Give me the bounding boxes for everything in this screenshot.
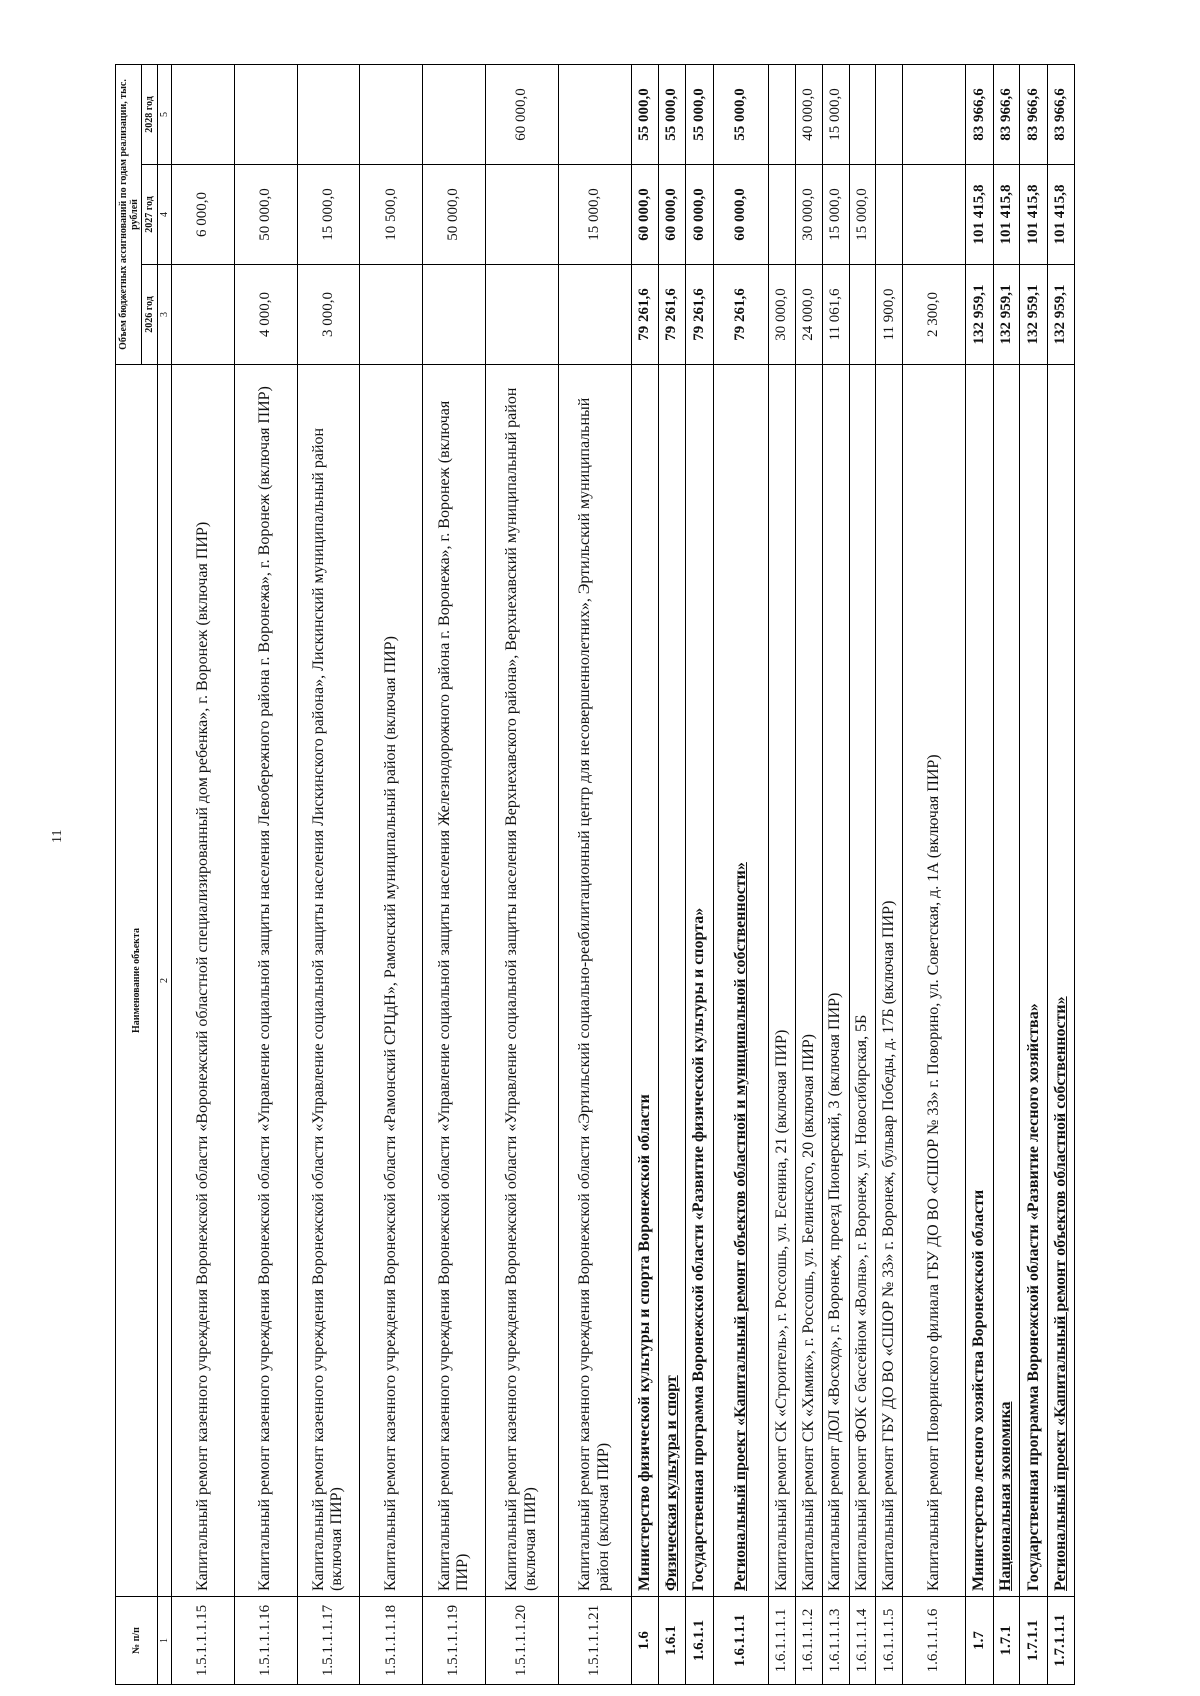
- row-value-2028: [360, 64, 423, 164]
- row-value-2027: 101 415,8: [993, 165, 1020, 265]
- row-value-2027: 6 000,0: [172, 165, 235, 265]
- table-row: [795, 64, 822, 1684]
- row-code: 1.5.1.1.1.19: [423, 1597, 486, 1685]
- row-value-2028: 83 966,6: [1020, 64, 1048, 164]
- row-value-2028: 55 000,0: [631, 64, 659, 164]
- table-row: [659, 64, 686, 1684]
- row-code: 1.5.1.1.1.18: [360, 1597, 423, 1685]
- row-value-2028: [423, 64, 486, 164]
- row-code: 1.7.1.1: [1020, 1597, 1048, 1685]
- row-value-2027: 15 000,0: [822, 165, 849, 265]
- table-row: [876, 64, 903, 1684]
- row-code: 1.5.1.1.1.16: [234, 1597, 297, 1685]
- table-row: [768, 64, 795, 1684]
- table-row: [423, 64, 486, 1684]
- row-value-2027: [768, 165, 795, 265]
- table-row: [1048, 64, 1075, 1684]
- table-row: [631, 64, 659, 1684]
- row-name: Государственная программа Воронежской области «Развитие физической культуры и спорта»: [686, 365, 714, 1597]
- row-value-2027: 30 000,0: [795, 165, 822, 265]
- row-name: Капитальный ремонт ГБУ ДО ВО «СШОР № 33» г. Воронеж, бульвар Победы, д. 17Б (включая ПИР): [876, 365, 903, 1597]
- row-value-2028: [172, 64, 235, 164]
- row-value-2028: 60 000,0: [485, 64, 558, 164]
- header-num: № п/п: [116, 1597, 158, 1685]
- index-cell: 4: [158, 165, 172, 265]
- index-cell: 3: [158, 265, 172, 365]
- row-value-2026: 2 300,0: [903, 265, 966, 365]
- row-name: Государственная программа Воронежской области «Развитие лесного хозяйства»: [1020, 365, 1048, 1597]
- row-code: 1.6.1.1.1: [713, 1597, 768, 1685]
- row-name: Капитальный ремонт казенного учреждения Воронежской области «Управление социальной защиты населения Левобережного района г. Воронежа», г. Воронеж (включая ПИР): [234, 365, 297, 1597]
- index-cell: 5: [158, 64, 172, 164]
- row-value-2026: [558, 265, 631, 365]
- row-value-2028: 83 966,6: [993, 64, 1020, 164]
- row-name: Капитальный ремонт Поворинского филиала ГБУ ДО ВО «СШОР № 33» г. Поворино, ул. Советская, д. 1А (включая ПИР): [903, 365, 966, 1597]
- table-row: [485, 64, 558, 1684]
- row-value-2026: [172, 265, 235, 365]
- row-value-2028: 40 000,0: [795, 64, 822, 164]
- index-cell: 2: [158, 365, 172, 1597]
- row-name: Капитальный ремонт ФОК с бассейном «Волна», г. Воронеж, ул. Новосибирская, 5Б: [849, 365, 876, 1597]
- row-code: 1.5.1.1.1.15: [172, 1597, 235, 1685]
- row-value-2026: 11 900,0: [876, 265, 903, 365]
- row-value-2028: [234, 64, 297, 164]
- row-value-2027: 50 000,0: [423, 165, 486, 265]
- row-code: 1.6.1: [659, 1597, 686, 1685]
- table-row: [558, 64, 631, 1684]
- rotated-table-container: [115, 65, 1075, 1685]
- row-code: 1.6.1.1.1.1: [768, 1597, 795, 1685]
- row-name: Министерство лесного хозяйства Воронежской области: [966, 365, 994, 1597]
- row-code: 1.6.1.1: [686, 1597, 714, 1685]
- row-code: 1.6.1.1.1.3: [822, 1597, 849, 1685]
- row-name: Капитальный ремонт казенного учреждения Воронежской области «Управление социальной защиты населения Лискинского района», Лискинский муниципальный район (включая ПИР): [297, 365, 360, 1597]
- row-value-2026: 4 000,0: [234, 265, 297, 365]
- row-value-2026: 132 959,1: [966, 265, 994, 365]
- row-value-2026: [485, 265, 558, 365]
- row-value-2027: 101 415,8: [966, 165, 994, 265]
- row-value-2027: 60 000,0: [686, 165, 714, 265]
- table-row: [297, 64, 360, 1684]
- row-code: 1.6.1.1.1.2: [795, 1597, 822, 1685]
- row-value-2028: [849, 64, 876, 164]
- row-name: Физическая культура и спорт: [659, 365, 686, 1597]
- row-value-2027: 15 000,0: [297, 165, 360, 265]
- row-value-2026: 11 061,6: [822, 265, 849, 365]
- row-value-2027: 50 000,0: [234, 165, 297, 265]
- row-value-2026: 24 000,0: [795, 265, 822, 365]
- row-name: Капитальный ремонт СК «Строитель», г. Россошь, ул. Есенина, 21 (включая ПИР): [768, 365, 795, 1597]
- row-value-2026: 79 261,6: [686, 265, 714, 365]
- row-value-2028: [297, 64, 360, 164]
- row-value-2026: 132 959,1: [1020, 265, 1048, 365]
- row-value-2028: [768, 64, 795, 164]
- row-value-2027: 101 415,8: [1020, 165, 1048, 265]
- row-value-2026: 79 261,6: [631, 265, 659, 365]
- row-code: 1.6.1.1.1.4: [849, 1597, 876, 1685]
- row-value-2027: [903, 165, 966, 265]
- table-row: [686, 64, 714, 1684]
- row-value-2028: [903, 64, 966, 164]
- header-2028: 2028 год: [142, 64, 158, 164]
- row-code: 1.5.1.1.1.21: [558, 1597, 631, 1685]
- row-value-2028: 83 966,6: [966, 64, 994, 164]
- table-row: [966, 64, 994, 1684]
- row-value-2027: 60 000,0: [659, 165, 686, 265]
- row-value-2028: 55 000,0: [659, 64, 686, 164]
- row-name: Капитальный ремонт казенного учреждения Воронежской области «Воронежский областной специализированный дом ребенка», г. Воронеж (включая ПИР): [172, 365, 235, 1597]
- row-value-2027: [876, 165, 903, 265]
- row-code: 1.5.1.1.1.17: [297, 1597, 360, 1685]
- row-code: 1.7.1.1.1: [1048, 1597, 1075, 1685]
- row-value-2028: 55 000,0: [686, 64, 714, 164]
- header-2027: 2027 год: [142, 165, 158, 265]
- row-name: Министерство физической культуры и спорта Воронежской области: [631, 365, 659, 1597]
- row-value-2027: 60 000,0: [631, 165, 659, 265]
- row-value-2026: 79 261,6: [659, 265, 686, 365]
- row-value-2028: 55 000,0: [713, 64, 768, 164]
- row-value-2027: 101 415,8: [1048, 165, 1075, 265]
- table-row: [1020, 64, 1048, 1684]
- table-row: [360, 64, 423, 1684]
- row-value-2026: 30 000,0: [768, 265, 795, 365]
- row-value-2027: 60 000,0: [713, 165, 768, 265]
- budget-table: [115, 64, 1075, 1685]
- row-code: 1.6.1.1.1.5: [876, 1597, 903, 1685]
- table-body: [172, 64, 1075, 1684]
- row-value-2028: [558, 64, 631, 164]
- row-name: Региональный проект «Капитальный ремонт объектов областной собственности»: [1048, 365, 1075, 1597]
- row-name: Капитальный ремонт казенного учреждения Воронежской области «Рамонский СРЦдН», Рамонский муниципальный район (включая ПИР): [360, 365, 423, 1597]
- row-value-2026: [423, 265, 486, 365]
- row-name: Капитальный ремонт казенного учреждения Воронежской области «Эртильский социально-реабилитационный центр для несовершеннолетних», Эртильский муниципальный район (включая ПИР): [558, 365, 631, 1597]
- row-value-2026: 132 959,1: [1048, 265, 1075, 365]
- row-value-2026: [849, 265, 876, 365]
- row-code: 1.6: [631, 1597, 659, 1685]
- table-row: [713, 64, 768, 1684]
- index-cell: 1: [158, 1597, 172, 1685]
- header-2026: 2026 год: [142, 265, 158, 365]
- row-value-2026: [360, 265, 423, 365]
- row-name: Капитальный ремонт казенного учреждения Воронежской области «Управление социальной защиты населения Верхнехавского района», Верхнехавский муниципальный район (включая ПИР): [485, 365, 558, 1597]
- row-value-2027: 15 000,0: [558, 165, 631, 265]
- row-value-2028: [876, 64, 903, 164]
- row-code: 1.6.1.1.1.6: [903, 1597, 966, 1685]
- row-value-2027: 10 500,0: [360, 165, 423, 265]
- row-code: 1.5.1.1.1.20: [485, 1597, 558, 1685]
- row-name: Региональный проект «Капитальный ремонт объектов областной и муниципальной собственности»: [713, 365, 768, 1597]
- row-name: Капитальный ремонт казенного учреждения Воронежской области «Управление социальной защиты населения Железнодорожного района г. Воронежа», г. Воронеж (включая ПИР): [423, 365, 486, 1597]
- row-value-2026: 79 261,6: [713, 265, 768, 365]
- header-name: Наименование объекта: [116, 365, 158, 1597]
- row-name: Капитальный ремонт ДОЛ «Восход», г. Воронеж, проезд Пионерский, 3 (включая ПИР): [822, 365, 849, 1597]
- table-row: [822, 64, 849, 1684]
- table-row: [849, 64, 876, 1684]
- row-value-2027: [485, 165, 558, 265]
- header-volume: Объем бюджетных ассигнований по годам реализации, тыс. рублей: [116, 64, 142, 364]
- row-value-2026: 132 959,1: [993, 265, 1020, 365]
- row-value-2028: 83 966,6: [1048, 64, 1075, 164]
- table-row: [234, 64, 297, 1684]
- table-row: [993, 64, 1020, 1684]
- row-code: 1.7.1: [993, 1597, 1020, 1685]
- row-code: 1.7: [966, 1597, 994, 1685]
- page-number: 11: [50, 829, 65, 843]
- table-row: [903, 64, 966, 1684]
- row-name: Капитальный ремонт СК «Химик», г. Россошь, ул. Белинского, 20 (включая ПИР): [795, 365, 822, 1597]
- row-value-2028: 15 000,0: [822, 64, 849, 164]
- row-name: Национальная экономика: [993, 365, 1020, 1597]
- table-row: [172, 64, 235, 1684]
- row-value-2026: 3 000,0: [297, 265, 360, 365]
- row-value-2027: 15 000,0: [849, 165, 876, 265]
